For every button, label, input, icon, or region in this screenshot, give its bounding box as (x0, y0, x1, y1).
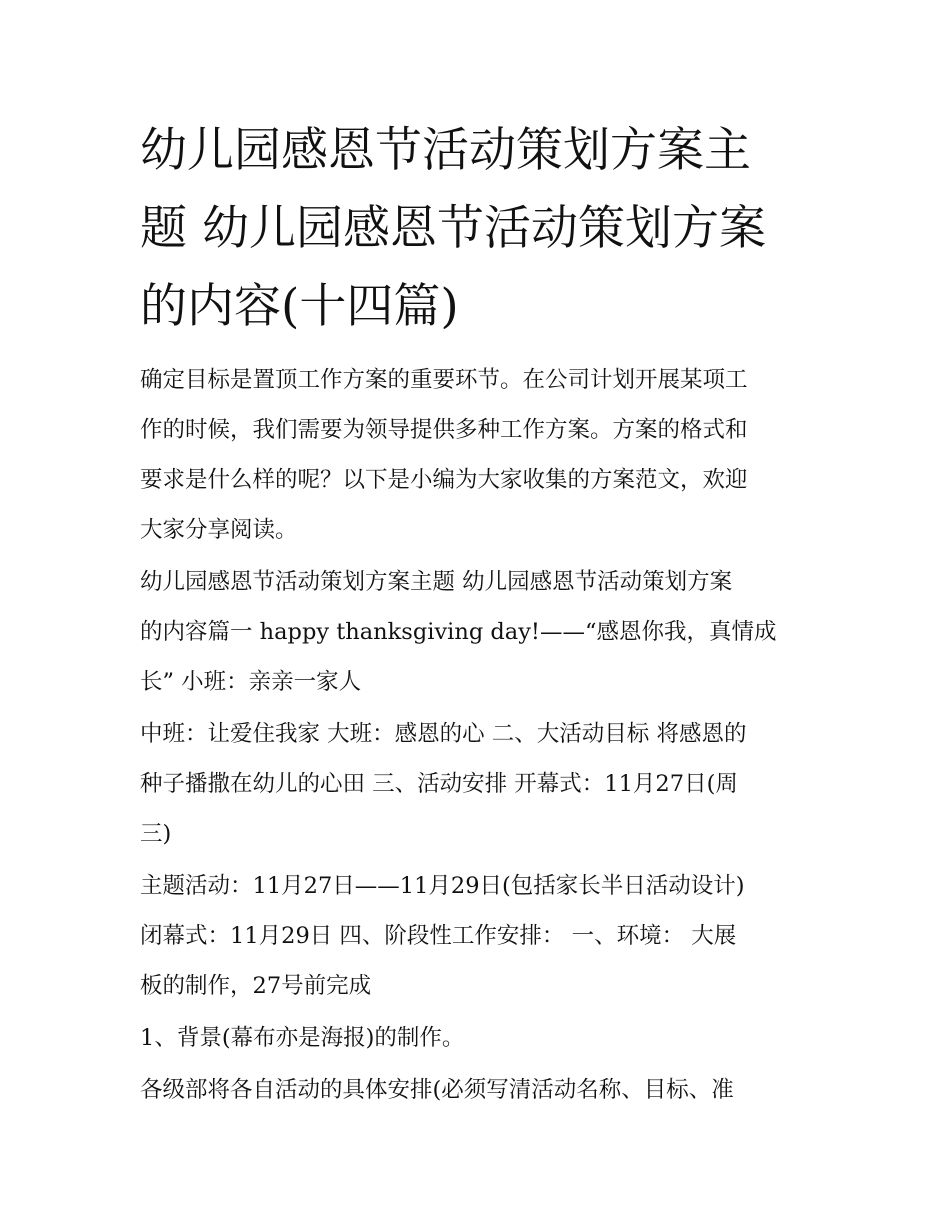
body-text-line: 要求是什么样的呢？以下是小编为大家收集的方案范文，欢迎 (140, 467, 748, 493)
title-line: 幼儿园感恩节活动策划方案主 (140, 123, 751, 178)
title-line: 题 幼儿园感恩节活动策划方案 (140, 201, 766, 256)
body-text-line: 中班：让爱住我家 大班：感恩的心 二、大活动目标 将感恩的 (140, 721, 747, 747)
body-text-line: 长” 小班：亲亲一家人 (140, 669, 362, 695)
document-title (140, 112, 820, 346)
body-text-line: 各级部将各自活动的具体安排(必须写清活动名称、目标、准 (140, 1077, 734, 1103)
body-text-line: 主题活动：11月27日——11月29日(包括家长半日活动设计) (140, 873, 745, 899)
body-text-line: 幼儿园感恩节活动策划方案主题 幼儿园感恩节活动策划方案 (140, 569, 733, 595)
body-text-line: 闭幕式：11月29日 四、阶段性工作安排： 一、环境： 大展 (140, 923, 737, 949)
body-text-line: 作的时候，我们需要为领导提供多种工作方案。方案的格式和 (140, 417, 748, 443)
body-text-line: 种子播撒在幼儿的心田 三、活动安排 开幕式：11月27日(周 (140, 771, 738, 797)
title-line: 的内容(十四篇) (140, 279, 459, 334)
body-text-line: 的内容篇一 happy thanksgiving day!——“感恩你我，真情成 (140, 619, 777, 645)
body-text-line: 大家分享阅读。 (140, 517, 298, 543)
body-text-line: 板的制作，27号前完成 (140, 973, 372, 999)
body-text-line: 确定目标是置顶工作方案的重要环节。在公司计划开展某项工 (140, 367, 748, 393)
body-text-line: 1、背景(幕布亦是海报)的制作。 (140, 1025, 465, 1051)
body-text-line: 三) (140, 821, 172, 847)
